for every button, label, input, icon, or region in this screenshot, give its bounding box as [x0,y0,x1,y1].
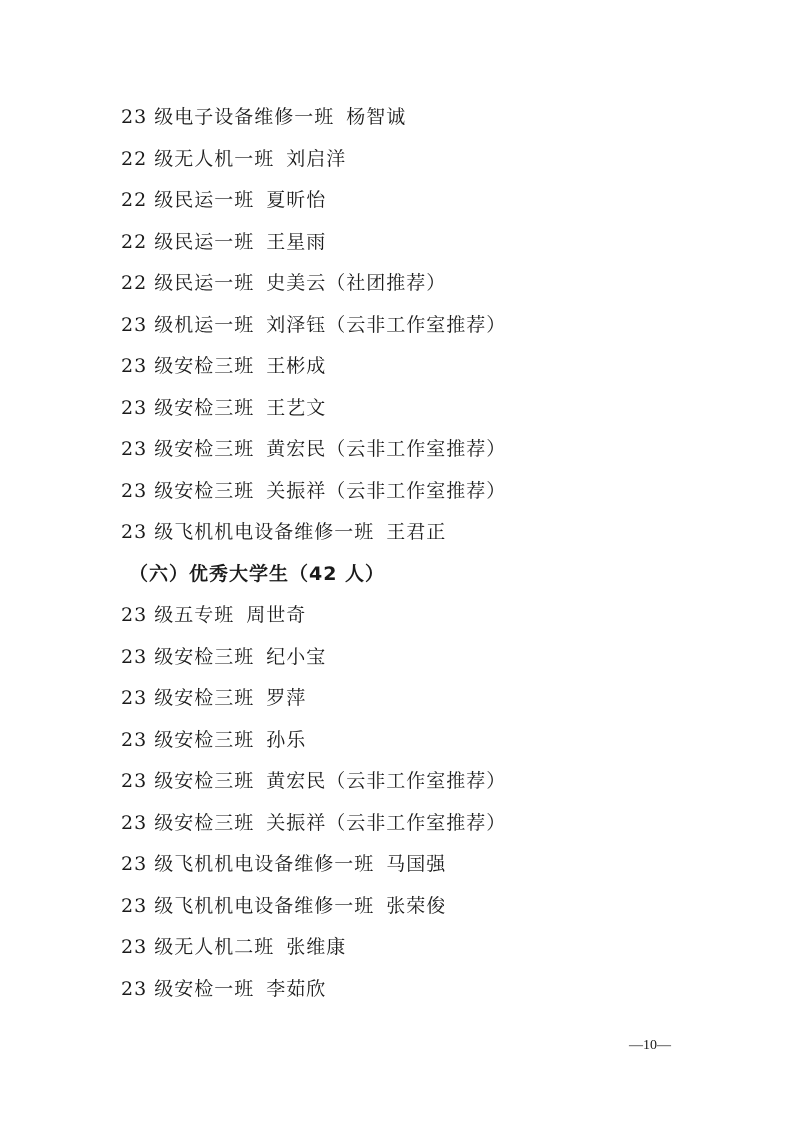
list-item [121,927,741,969]
class-name: 22 级民运一班 [121,230,255,253]
student-name: 马国强 [386,853,447,875]
class-name: 22 级无人机一班 [121,147,275,170]
list-item [121,595,741,637]
student-name: 李茹欣 [266,977,327,1000]
student-name: 罗萍 [266,687,307,709]
class-name: 23 级电子设备维修一班 [121,106,335,128]
list-item [121,761,741,803]
student-name: 关振祥（云非工作室推荐） [266,479,507,502]
list-item [121,346,741,388]
list-item [121,97,741,139]
class-name: 23 级安检三班 [121,479,255,502]
list-item [121,512,741,554]
page-number: —10— [629,1038,671,1053]
student-name: 黄宏民（云非工作室推荐） [266,770,507,792]
list-item [121,222,741,264]
class-name: 22 级民运一班 [121,272,255,294]
class-name: 23 级无人机二班 [121,936,275,958]
list-item [121,637,741,679]
class-name: 23 级安检三班 [121,355,255,377]
section-heading: （六）优秀大学生（42 人） [129,562,386,585]
student-name: 刘启洋 [286,147,347,170]
class-name: 23 级飞机机电设备维修一班 [121,894,375,917]
student-name: 王君正 [386,521,447,543]
class-name: 23 级安检三班 [121,811,255,834]
student-name: 王星雨 [266,230,327,253]
list-item [121,429,741,471]
student-name: 周世奇 [246,604,307,626]
class-name: 23 级安检三班 [121,396,255,419]
list-item [121,305,741,347]
list-item [121,388,741,430]
list-item [121,180,741,222]
list-item [121,720,741,762]
student-name: 史美云（社团推荐） [266,272,447,294]
class-name: 22 级民运一班 [121,189,255,211]
class-name: 23 级机运一班 [121,313,255,336]
student-name: 王艺文 [266,396,327,419]
student-name: 张维康 [286,936,347,958]
student-name: 黄宏民（云非工作室推荐） [266,438,507,460]
student-name: 杨智诚 [346,106,407,128]
student-name: 关振祥（云非工作室推荐） [266,811,507,834]
list-item [121,263,741,305]
list-item [121,471,741,513]
class-name: 23 级安检三班 [121,645,255,668]
class-name: 23 级安检三班 [121,728,255,751]
student-name: 张荣俊 [386,894,447,917]
student-name: 孙乐 [266,728,307,751]
class-name: 23 级安检三班 [121,438,255,460]
award-list [121,97,741,1010]
student-name: 夏昕怡 [266,189,327,211]
class-name: 23 级安检一班 [121,977,255,1000]
class-name: 23 级安检三班 [121,687,255,709]
class-name: 23 级五专班 [121,604,235,626]
list-item [121,139,741,181]
list-item [121,886,741,928]
list-item [121,803,741,845]
student-name: 刘泽钰（云非工作室推荐） [266,313,507,336]
student-name: 王彬成 [266,355,327,377]
class-name: 23 级飞机机电设备维修一班 [121,853,375,875]
list-item [121,844,741,886]
student-name: 纪小宝 [266,645,327,668]
list-item [121,969,741,1011]
list-item [121,678,741,720]
class-name: 23 级飞机机电设备维修一班 [121,521,375,543]
class-name: 23 级安检三班 [121,770,255,792]
